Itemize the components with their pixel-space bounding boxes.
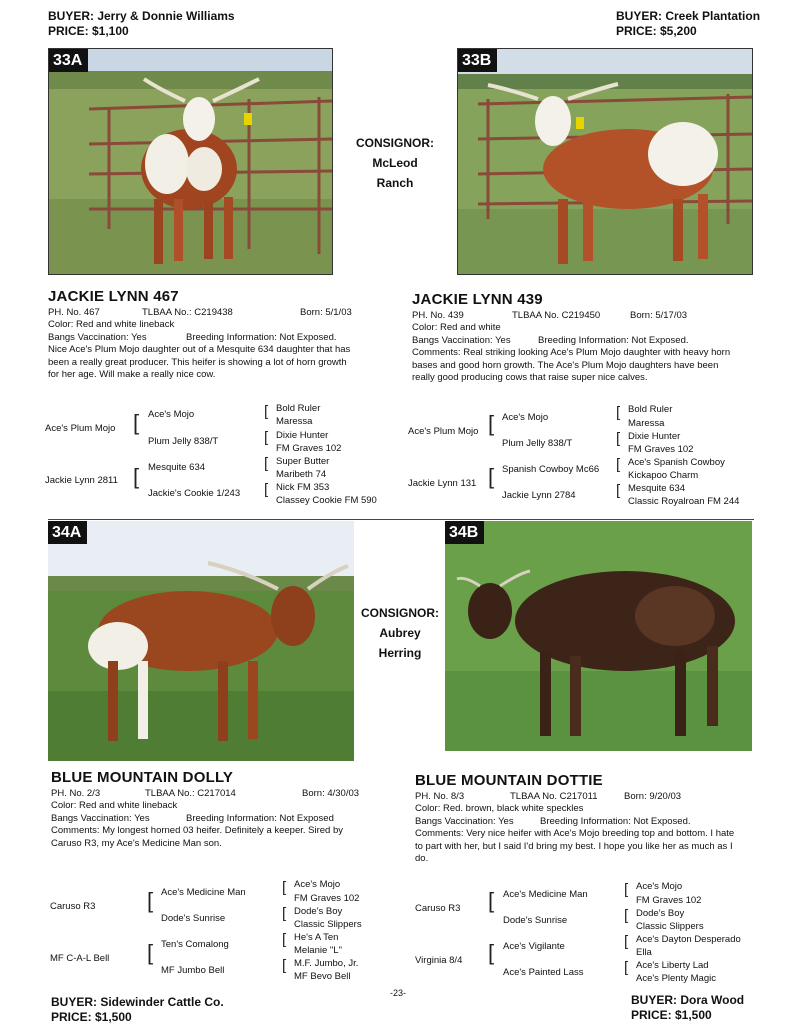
- sire: Caruso R3: [50, 901, 96, 912]
- great-grandparent: Maressa: [628, 418, 665, 429]
- grandparent: Dode's Sunrise: [503, 915, 568, 926]
- pedigree-bracket: [: [264, 429, 269, 446]
- great-grandparent: Classic Royalroan FM 244: [628, 496, 740, 507]
- great-grandparent: Kickapoo Charm: [628, 470, 699, 481]
- buyer-name: BUYER: Creek Plantation: [616, 9, 761, 23]
- great-grandparent: FM Graves 102: [636, 895, 702, 906]
- price: PRICE: $1,500: [51, 1010, 132, 1024]
- buyer-name: BUYER: Sidewinder Cattle Co.: [51, 995, 224, 1009]
- photo-33b: [457, 48, 753, 275]
- tlbaa-number: TLBAA No. C219450: [512, 310, 601, 321]
- comments-line: to part with her, but I said I'd bring my best. I hope you like her as much as I: [415, 840, 733, 852]
- page-number: -23-: [390, 988, 407, 998]
- lot-tag: 33B: [458, 49, 497, 72]
- cow-photo-33a: [49, 49, 332, 274]
- grandparent: Ace's Mojo: [502, 412, 549, 423]
- bangs-vaccination: Bangs Vaccination: Yes: [48, 331, 147, 343]
- color-info: Color: Red and white lineback: [48, 319, 175, 331]
- grandparent: Ten's Comalong: [161, 939, 229, 950]
- animal-info-33b: [412, 310, 782, 384]
- pedigree-bracket: [: [624, 959, 629, 976]
- great-grandparent: Ace's Plenty Magic: [636, 973, 716, 984]
- pedigree-bracket: [: [616, 456, 621, 473]
- breeding-info: Breeding Information: Not Exposed: [186, 812, 334, 824]
- great-grandparent: Bold Ruler: [628, 404, 673, 415]
- bangs-vaccination: Bangs Vaccination: Yes: [51, 812, 150, 824]
- great-grandparent: Bold Ruler: [276, 403, 321, 414]
- great-grandparent: Classey Cookie FM 590: [276, 495, 377, 506]
- great-grandparent: Dode's Boy: [636, 908, 685, 919]
- pedigree-bracket: [: [624, 881, 629, 898]
- grandparent: Mesquite 634: [148, 462, 206, 473]
- tlbaa-number: TLBAA No. C217011: [510, 791, 598, 802]
- great-grandparent: FM Graves 102: [294, 893, 360, 904]
- comments-line: for her age. Will make a really nice cow.: [48, 369, 216, 381]
- buyer-name: BUYER: Jerry & Donnie Williams: [48, 9, 235, 23]
- comments-line: been a really great producer. This heifer is showing a lot of horn growth: [48, 356, 347, 368]
- pedigree-bracket: [: [624, 933, 629, 950]
- great-grandparent: Super Butter: [276, 456, 330, 467]
- sire: Caruso R3: [415, 903, 461, 914]
- great-grandparent: Nick FM 353: [276, 482, 330, 493]
- grandparent: Plum Jelly 838/T: [502, 438, 573, 449]
- grandparent: Dode's Sunrise: [161, 913, 226, 924]
- pedigree-bracket: [: [147, 940, 154, 965]
- grandparent: Ace's Painted Lass: [503, 967, 584, 978]
- great-grandparent: Dode's Boy: [294, 906, 343, 917]
- comments-line: Comments: Real striking looking Ace's Plum Mojo daughter with heavy horn: [412, 347, 731, 359]
- lot-tag: 34B: [445, 521, 484, 544]
- pedigree-bracket: [: [616, 404, 621, 421]
- great-grandparent: M.F. Jumbo, Jr.: [294, 958, 359, 969]
- great-grandparent: Classic Slippers: [636, 921, 704, 932]
- consignor-label: CONSIGNOR:: [356, 136, 434, 150]
- lot-tag: 34A: [48, 521, 87, 544]
- section-divider: [48, 519, 754, 520]
- great-grandparent: Maribeth 74: [276, 469, 327, 480]
- sire: Ace's Plum Mojo: [408, 426, 479, 437]
- pedigree-bracket: [: [488, 411, 495, 436]
- cow-photo-33b: [458, 49, 752, 274]
- great-grandparent: FM Graves 102: [628, 444, 694, 455]
- consignor-33: [335, 133, 455, 193]
- breeding-info: Breeding Information: Not Exposed.: [538, 334, 689, 346]
- ph-number: PH. No. 2/3: [51, 788, 101, 799]
- photo-34a: [48, 521, 354, 761]
- grandparent: MF Jumbo Bell: [161, 965, 225, 976]
- consignor-label: CONSIGNOR:: [361, 606, 439, 620]
- grandparent: Spanish Cowboy Mc66: [502, 464, 600, 475]
- breeding-info: Breeding Information: Not Exposed.: [186, 331, 337, 343]
- pedigree-bracket: [: [264, 481, 269, 498]
- price: PRICE: $1,500: [631, 1008, 712, 1022]
- great-grandparent: Dixie Hunter: [276, 430, 329, 441]
- color-info: Color: Red and white: [412, 322, 501, 334]
- dam: Jackie Lynn 2811: [45, 475, 118, 486]
- great-grandparent: Mesquite 634: [628, 483, 686, 494]
- consignor-name-line: Ranch: [376, 176, 414, 190]
- breeding-info: Breeding Information: Not Exposed.: [540, 815, 691, 827]
- consignor-name-line: McLeod: [372, 156, 418, 170]
- dam: Virginia 8/4: [415, 955, 463, 966]
- grandparent: Ace's Medicine Man: [503, 889, 588, 900]
- consignor-34: [355, 603, 445, 663]
- pedigree-bracket: [: [488, 464, 495, 489]
- comments-line: Caruso R3, my Ace's Medicine Man son.: [51, 837, 222, 849]
- color-info: Color: Red. brown, black white speckles: [415, 803, 584, 815]
- pedigree-bracket: [: [282, 931, 287, 948]
- pedigree-bracket: [: [616, 430, 621, 447]
- buyer-name: BUYER: Dora Wood: [631, 993, 745, 1007]
- pedigree-bracket: [: [264, 455, 269, 472]
- born-date: Born: 9/20/03: [624, 791, 682, 802]
- animal-info-33a: [48, 307, 388, 381]
- color-info: Color: Red and white lineback: [51, 800, 178, 812]
- cow-photo-34b: [445, 521, 752, 751]
- bangs-vaccination: Bangs Vaccination: Yes: [415, 815, 514, 827]
- sire: Ace's Plum Mojo: [45, 423, 116, 434]
- great-grandparent: Maressa: [276, 416, 313, 427]
- born-date: Born: 5/17/03: [630, 310, 688, 321]
- buyer-33a: [48, 9, 235, 39]
- grandparent: Jackie's Cookie 1/243: [148, 488, 241, 499]
- animal-name-34a: BLUE MOUNTAIN DOLLY: [51, 769, 234, 786]
- great-grandparent: Classic Slippers: [294, 919, 362, 930]
- pedigree-bracket: [: [133, 410, 140, 435]
- pedigree-bracket: [: [264, 403, 269, 420]
- buyer-34b: [631, 993, 744, 1023]
- grandparent: Ace's Mojo: [148, 409, 195, 420]
- born-date: Born: 4/30/03: [302, 788, 360, 799]
- pedigree-bracket: [: [488, 888, 495, 913]
- pedigree-bracket: [: [624, 907, 629, 924]
- great-grandparent: Melanie "L": [294, 945, 342, 956]
- dam: Jackie Lynn 131: [408, 478, 477, 489]
- great-grandparent: MF Bevo Bell: [294, 971, 351, 982]
- great-grandparent: Dixie Hunter: [628, 431, 681, 442]
- great-grandparent: Ace's Spanish Cowboy: [628, 457, 725, 468]
- dam: MF C-A-L Bell: [50, 953, 110, 964]
- pedigree-bracket: [: [282, 905, 287, 922]
- animal-info-34a: [51, 788, 391, 850]
- great-grandparent: Ace's Mojo: [294, 879, 341, 890]
- photo-34b: [445, 521, 752, 751]
- ph-number: PH. No. 439: [412, 310, 464, 321]
- pedigree-bracket: [: [282, 957, 287, 974]
- pedigree-bracket: [: [147, 888, 154, 913]
- pedigree-bracket: [: [133, 464, 140, 489]
- great-grandparent: FM Graves 102: [276, 443, 342, 454]
- comments-line: Comments: Very nice heifer with Ace's Mojo breeding top and bottom. I hate: [415, 828, 735, 840]
- animal-name-34b: BLUE MOUNTAIN DOTTIE: [415, 772, 603, 789]
- ph-number: PH. No. 467: [48, 307, 100, 318]
- great-grandparent: Ace's Liberty Lad: [636, 960, 709, 971]
- grandparent: Ace's Medicine Man: [161, 887, 246, 898]
- pedigree-bracket: [: [616, 482, 621, 499]
- animal-name-33b: JACKIE LYNN 439: [412, 291, 543, 308]
- comments-line: really good producing cows that raise super nice calves.: [412, 372, 648, 384]
- grandparent: Jackie Lynn 2784: [502, 490, 576, 501]
- consignor-name-line: Herring: [378, 646, 422, 660]
- great-grandparent: Ella: [636, 947, 652, 958]
- consignor-name-line: Aubrey: [379, 626, 421, 640]
- animal-info-34b: [415, 791, 787, 865]
- tlbaa-number: TLBAA No.: C217014: [145, 788, 236, 799]
- pedigree-bracket: [: [488, 940, 495, 965]
- pedigree-bracket: [: [282, 879, 287, 896]
- great-grandparent: Ace's Mojo: [636, 881, 683, 892]
- great-grandparent: He's A Ten: [294, 932, 339, 943]
- comments-line: do.: [415, 853, 429, 865]
- grandparent: Ace's Vigilante: [503, 941, 565, 952]
- great-grandparent: Ace's Dayton Desperado: [636, 934, 741, 945]
- comments-line: Nice Ace's Plum Mojo daughter out of a Mesquite 634 daughter that has: [48, 344, 351, 356]
- lot-tag: 33A: [49, 49, 88, 72]
- bangs-vaccination: Bangs Vaccination: Yes: [412, 334, 511, 346]
- tlbaa-number: TLBAA No.: C219438: [142, 307, 233, 318]
- buyer-33b: [616, 9, 760, 39]
- buyer-34a: [51, 995, 224, 1025]
- photo-33a: [48, 48, 333, 275]
- grandparent: Plum Jelly 838/T: [148, 436, 219, 447]
- animal-name-33a: JACKIE LYNN 467: [48, 288, 179, 305]
- ph-number: PH. No. 8/3: [415, 791, 465, 802]
- price: PRICE: $5,200: [616, 24, 697, 38]
- cow-photo-34a: [48, 521, 354, 761]
- comments-line: Comments: My longest horned 03 heifer. Definitely a keeper. Sired by: [51, 825, 344, 837]
- comments-line: bases and good horn growth. The Ace's Plum Mojo daughters have been: [412, 359, 719, 371]
- born-date: Born: 5/1/03: [300, 307, 352, 318]
- price: PRICE: $1,100: [48, 24, 129, 38]
